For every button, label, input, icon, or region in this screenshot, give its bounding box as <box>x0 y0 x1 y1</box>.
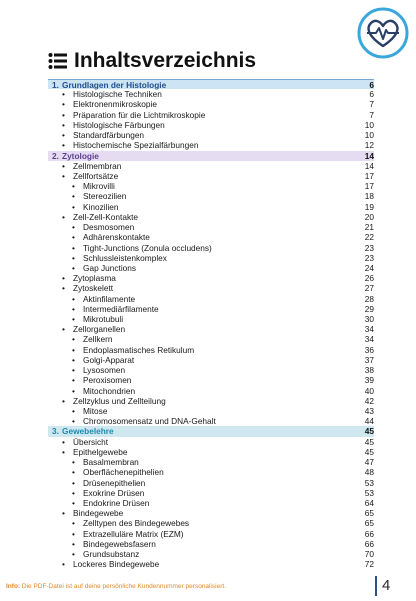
toc-subentry[interactable] <box>48 191 374 201</box>
bullet-icon: • <box>72 314 75 325</box>
toc-chapter[interactable] <box>48 426 374 436</box>
toc-subentry[interactable] <box>48 232 374 242</box>
bullet-icon: • <box>72 416 75 427</box>
toc-page-number: 53 <box>364 477 374 488</box>
toc-label: Epithelgewebe <box>73 446 128 457</box>
toc-label: Zellmembran <box>73 160 122 171</box>
toc-entry[interactable] <box>48 120 374 130</box>
toc-page-number: 22 <box>364 232 374 243</box>
toc-subentry[interactable] <box>48 202 374 212</box>
toc-subentry[interactable] <box>48 334 374 344</box>
toc-entry[interactable] <box>48 212 374 222</box>
toc-label: Desmosomen <box>83 222 135 233</box>
toc-page-number: 14 <box>364 160 374 171</box>
bullet-icon: • <box>62 273 65 284</box>
bullet-icon: • <box>62 508 65 519</box>
bullet-icon: • <box>72 181 75 192</box>
toc-page-number: 66 <box>364 538 374 549</box>
toc-entry[interactable] <box>48 508 374 518</box>
toc-label: Standardfärbungen <box>73 130 145 141</box>
toc-label: Gewebelehre <box>62 426 114 437</box>
toc-label: Mitose <box>83 406 108 416</box>
toc-subentry[interactable] <box>48 386 374 396</box>
bullet-icon: • <box>72 303 75 314</box>
toc-page-number: 23 <box>364 242 374 253</box>
toc-label: Zellorganellen <box>73 324 126 335</box>
list-icon <box>48 51 68 71</box>
toc-subentry[interactable] <box>48 263 374 273</box>
toc-page-number: 36 <box>364 344 374 355</box>
toc-label: Kinozilien <box>83 201 119 212</box>
toc-label: Stereozilien <box>83 191 127 202</box>
toc-label: Zytoskelett <box>73 283 114 294</box>
toc-label: Intermediärfilamente <box>83 303 159 314</box>
toc-subentry[interactable] <box>48 365 374 375</box>
bullet-icon: • <box>62 109 65 120</box>
bullet-icon: • <box>62 160 65 171</box>
toc-page-number: 64 <box>364 497 374 508</box>
toc-label: Lysosomen <box>83 365 126 376</box>
bullet-icon: • <box>62 395 65 406</box>
toc-subentry[interactable] <box>48 345 374 355</box>
toc-page-number: 44 <box>364 416 374 427</box>
toc-entry[interactable] <box>48 161 374 171</box>
toc-entry[interactable] <box>48 110 374 120</box>
toc-subentry[interactable] <box>48 294 374 304</box>
toc-subentry[interactable] <box>48 406 374 416</box>
bullet-icon: • <box>72 477 75 488</box>
toc-label: Histologische Techniken <box>73 89 162 100</box>
bullet-icon: • <box>72 549 75 560</box>
toc-page-number: 10 <box>364 130 374 141</box>
toc-page-number: 45 <box>364 446 374 457</box>
toc-entry[interactable] <box>48 396 374 406</box>
toc-entry[interactable] <box>48 437 374 447</box>
bullet-icon: • <box>72 365 75 376</box>
toc-page-number: 18 <box>364 191 374 202</box>
toc-label: Chromosomensatz und DNA-Gehalt <box>83 416 216 427</box>
toc-label: Oberflächenepithelien <box>83 467 164 478</box>
bullet-icon: • <box>72 262 75 273</box>
toc-page-number: 29 <box>364 303 374 314</box>
toc-subentry[interactable] <box>48 457 374 467</box>
toc-page-number: 37 <box>364 354 374 365</box>
bullet-icon: • <box>72 385 75 396</box>
bullet-icon: • <box>62 119 65 130</box>
toc-page-number: 27 <box>364 283 374 294</box>
footer-info-text: Die PDF-Datei ist auf deine persönliche Kundennummer personalisiert. <box>21 583 227 590</box>
toc-label: Basalmembran <box>83 457 139 468</box>
bullet-icon: • <box>72 252 75 263</box>
page-title: Inhaltsverzeichnis <box>74 49 257 72</box>
toc-label: Extrazelluläre Matrix (EZM) <box>83 528 184 539</box>
toc-page-number: 17 <box>364 181 374 192</box>
toc-label: Zelltypen des Bindegewebes <box>83 518 190 529</box>
toc-label: Adhärenskontakte <box>83 232 150 243</box>
toc-label: Exokrine Drüsen <box>83 487 145 498</box>
toc-entry[interactable] <box>48 283 374 293</box>
toc-page-number: 39 <box>364 375 374 386</box>
toc-label: Zellkern <box>83 334 113 345</box>
toc-page-number: 6 <box>369 80 374 90</box>
page-number: 4 <box>382 577 391 594</box>
toc-label: Elektronenmikroskopie <box>73 99 157 110</box>
toc-label: Endokrine Drüsen <box>83 497 150 508</box>
toc-page-number: 47 <box>364 457 374 468</box>
bullet-icon: • <box>72 232 75 243</box>
bullet-icon: • <box>72 538 75 549</box>
toc-page-number: 38 <box>364 365 374 376</box>
toc-label: Peroxisomen <box>83 375 132 386</box>
toc-subentry[interactable] <box>48 355 374 365</box>
toc-page-number: 53 <box>364 487 374 498</box>
bullet-icon: • <box>72 222 75 233</box>
heart-pulse-logo-icon <box>356 6 410 60</box>
toc-subentry[interactable] <box>48 478 374 488</box>
toc-label: Tight-Junctions (Zonula occludens) <box>83 242 212 253</box>
toc-label: Übersicht <box>73 436 109 447</box>
toc-label: Mitochondrien <box>83 385 136 396</box>
toc-label: Drüsenepithelien <box>83 477 146 488</box>
toc-entry[interactable] <box>48 140 374 150</box>
footer-info <box>6 583 226 590</box>
bullet-icon: • <box>62 283 65 294</box>
toc-subentry[interactable] <box>48 222 374 232</box>
toc-subentry[interactable] <box>48 314 374 324</box>
toc-label: Endoplasmatisches Retikulum <box>83 344 195 355</box>
bullet-icon: • <box>72 375 75 386</box>
toc-page-number: 28 <box>364 293 374 304</box>
bullet-icon: • <box>62 89 65 100</box>
toc-page-number: 40 <box>364 385 374 396</box>
toc-label: Zytologie <box>62 150 99 161</box>
toc-subentry[interactable] <box>48 467 374 477</box>
toc-page-number: 19 <box>364 201 374 212</box>
toc-page-number: 45 <box>364 426 374 437</box>
bullet-icon: • <box>62 436 65 447</box>
bullet-icon: • <box>72 406 75 416</box>
toc-page-number: 10 <box>364 119 374 130</box>
toc-chapter[interactable] <box>48 79 374 89</box>
toc-label: Zytoplasma <box>73 273 116 284</box>
toc-page-number: 70 <box>364 549 374 560</box>
bullet-icon: • <box>72 457 75 468</box>
toc-page-number: 34 <box>364 334 374 345</box>
toc-page-number: 66 <box>364 528 374 539</box>
toc-entry[interactable] <box>48 324 374 334</box>
toc-label: Zellzyklus und Zellteilung <box>73 395 166 406</box>
toc-page-number: 23 <box>364 252 374 263</box>
toc-label: Gap Junctions <box>83 262 137 273</box>
toc-chapter-number: 3. <box>52 426 59 437</box>
toc-subentry[interactable] <box>48 488 374 498</box>
toc-page-number: 24 <box>364 262 374 273</box>
toc-label: Histochemische Spezialfärbungen <box>73 140 199 151</box>
bullet-icon: • <box>62 446 65 457</box>
toc-label: Mikrotubuli <box>83 314 124 325</box>
toc-subentry[interactable] <box>48 416 374 426</box>
bullet-icon: • <box>62 140 65 151</box>
toc-entry[interactable] <box>48 559 374 569</box>
toc-page-number: 48 <box>364 467 374 478</box>
toc-label: Lockeres Bindegewebe <box>73 559 160 570</box>
toc-page-number: 65 <box>364 508 374 519</box>
toc-label: Bindegewebe <box>73 508 124 519</box>
toc-label: Mikrovilli <box>83 181 115 192</box>
toc-chapter-number: 2. <box>52 150 59 161</box>
toc-page-number: 34 <box>364 324 374 335</box>
toc-page-number: 6 <box>369 89 374 100</box>
toc-label: Grundsubstanz <box>83 549 140 560</box>
toc-entry[interactable] <box>48 99 374 109</box>
toc-page-number: 7 <box>369 109 374 120</box>
toc-label: Zellfortsätze <box>73 170 119 181</box>
bullet-icon: • <box>62 170 65 181</box>
footer-info-prefix: Info: <box>6 583 21 590</box>
toc-subentry[interactable] <box>48 375 374 385</box>
toc-label: Schlussleistenkomplex <box>83 252 167 263</box>
toc-page-number: 20 <box>364 211 374 222</box>
toc-entry[interactable] <box>48 447 374 457</box>
toc-page-number: 7 <box>369 99 374 110</box>
toc-label: Präparation für die Lichtmikroskopie <box>73 109 206 120</box>
bullet-icon: • <box>62 130 65 141</box>
toc-subentry[interactable] <box>48 529 374 539</box>
bullet-icon: • <box>62 324 65 335</box>
toc-page-number: 26 <box>364 273 374 284</box>
toc-page-number: 30 <box>364 314 374 325</box>
bullet-icon: • <box>62 99 65 110</box>
toc-label: Grundlagen der Histologie <box>62 80 167 90</box>
bullet-icon: • <box>72 344 75 355</box>
toc-entry[interactable] <box>48 130 374 140</box>
toc-entry[interactable] <box>48 273 374 283</box>
toc-subentry[interactable] <box>48 253 374 263</box>
toc-page-number: 45 <box>364 436 374 447</box>
toc-chapter-number: 1. <box>52 80 59 90</box>
bullet-icon: • <box>62 559 65 570</box>
toc-label: Bindegewebsfasern <box>83 538 156 549</box>
bullet-icon: • <box>72 293 75 304</box>
bullet-icon: • <box>72 528 75 539</box>
bullet-icon: • <box>72 242 75 253</box>
bullet-icon: • <box>72 201 75 212</box>
toc-label: Aktinfilamente <box>83 293 136 304</box>
toc-subentry[interactable] <box>48 549 374 559</box>
bullet-icon: • <box>72 497 75 508</box>
toc-page-number: 17 <box>364 170 374 181</box>
toc-page-number: 14 <box>364 150 374 161</box>
toc-page-number: 12 <box>364 140 374 151</box>
bullet-icon: • <box>72 518 75 529</box>
bullet-icon: • <box>72 487 75 498</box>
toc-chapter[interactable] <box>48 151 374 161</box>
bullet-icon: • <box>72 334 75 345</box>
toc-label: Zell-Zell-Kontakte <box>73 211 139 222</box>
toc-subentry[interactable] <box>48 498 374 508</box>
toc-entry[interactable] <box>48 89 374 99</box>
page-header <box>48 46 256 76</box>
toc-page-number: 43 <box>364 406 374 416</box>
bullet-icon: • <box>72 354 75 365</box>
toc-subentry[interactable] <box>48 243 374 253</box>
toc-page-number: 42 <box>364 395 374 406</box>
toc-subentry[interactable] <box>48 304 374 314</box>
toc-page-number: 21 <box>364 222 374 233</box>
bullet-icon: • <box>62 211 65 222</box>
toc-entry[interactable] <box>48 171 374 181</box>
toc-page-number: 65 <box>364 518 374 529</box>
table-of-contents <box>48 79 374 570</box>
footer-divider <box>375 576 377 596</box>
toc-label: Histologische Färbungen <box>73 119 165 130</box>
toc-subentry[interactable] <box>48 518 374 528</box>
toc-label: Golgi-Apparat <box>83 354 135 365</box>
bullet-icon: • <box>72 467 75 478</box>
toc-subentry[interactable] <box>48 181 374 191</box>
toc-subentry[interactable] <box>48 539 374 549</box>
bullet-icon: • <box>72 191 75 202</box>
toc-page-number: 72 <box>364 559 374 570</box>
